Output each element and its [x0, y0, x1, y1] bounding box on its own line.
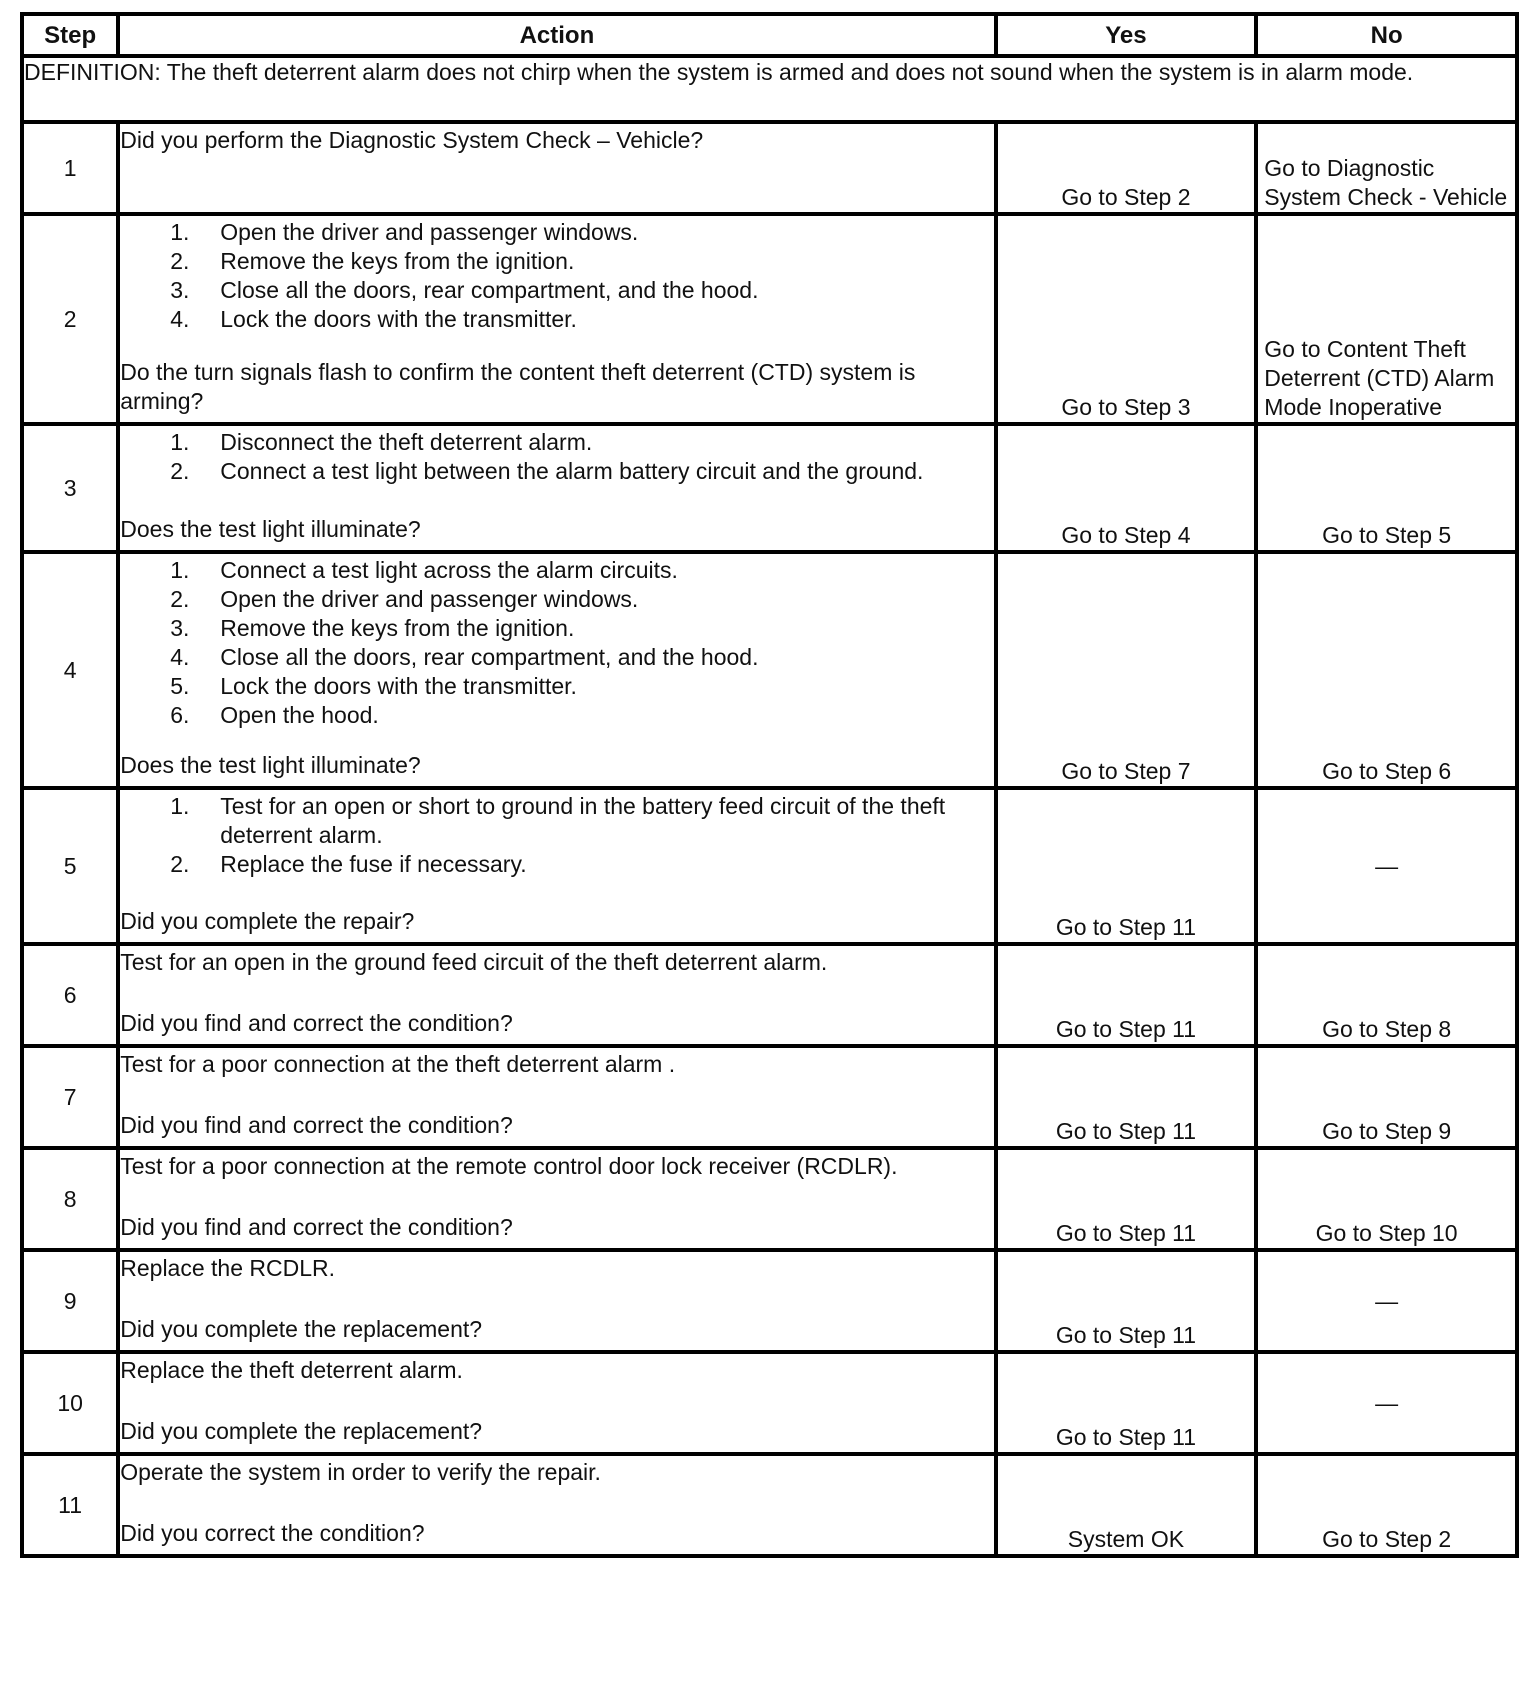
action-instruction: Test for a poor connection at the theft deterrent alarm .	[120, 1051, 676, 1077]
procedure-item-text: Lock the doors with the transmitter.	[220, 673, 577, 699]
procedure-list	[120, 218, 993, 334]
action-instruction: Test for a poor connection at the remote control door lock receiver (RCDLR).	[120, 1153, 898, 1179]
definition-row	[22, 56, 1517, 122]
action-cell	[118, 1148, 995, 1250]
action-cell	[118, 1250, 995, 1352]
procedure-item-text: Open the driver and passenger windows.	[220, 586, 639, 612]
yes-result: Go to Step 11	[996, 788, 1257, 944]
procedure-item-text: Close all the doors, rear compartment, and the hood.	[220, 277, 759, 303]
action-cell	[118, 1046, 995, 1148]
procedure-item-number: 3.	[170, 277, 190, 303]
action-question: Did you find and correct the condition?	[120, 1112, 513, 1138]
procedure-item-text: Replace the fuse if necessary.	[220, 851, 527, 877]
procedure-item-number: 2.	[170, 248, 190, 274]
procedure-item	[170, 614, 993, 643]
action-instruction: Replace the theft deterrent alarm.	[120, 1357, 463, 1383]
table-row	[22, 1148, 1517, 1250]
procedure-item-number: 4.	[170, 644, 190, 670]
procedure-item	[170, 643, 993, 672]
action-question: Do the turn signals flash to confirm the content theft deterrent (CTD) system is arming?	[120, 359, 916, 414]
yes-result: Go to Step 7	[996, 552, 1257, 788]
action-cell	[118, 552, 995, 788]
action-question: Does the test light illuminate?	[120, 516, 421, 542]
step-number: 5	[22, 788, 118, 944]
procedure-item-text: Remove the keys from the ignition.	[220, 615, 575, 641]
procedure-item-number: 5.	[170, 673, 190, 699]
procedure-item	[170, 850, 993, 879]
step-number: 10	[22, 1352, 118, 1454]
yes-result: System OK	[996, 1454, 1257, 1556]
yes-result: Go to Step 2	[996, 122, 1257, 214]
action-cell	[118, 122, 995, 214]
step-number: 8	[22, 1148, 118, 1250]
no-result: —	[1256, 788, 1517, 944]
procedure-item-number: 4.	[170, 306, 190, 332]
table-row	[22, 1454, 1517, 1556]
procedure-item	[170, 701, 993, 730]
procedure-item-text: Connect a test light between the alarm battery circuit and the ground.	[220, 458, 924, 484]
table-row	[22, 1352, 1517, 1454]
procedure-item	[170, 276, 993, 305]
procedure-item-number: 3.	[170, 615, 190, 641]
procedure-item-text: Connect a test light across the alarm circuits.	[220, 557, 678, 583]
action-cell	[118, 214, 995, 424]
procedure-item	[170, 247, 993, 276]
action-question: Did you find and correct the condition?	[120, 1214, 513, 1240]
header-step: Step	[22, 14, 118, 56]
procedure-item-number: 1.	[170, 429, 190, 455]
action-cell	[118, 1454, 995, 1556]
step-number: 2	[22, 214, 118, 424]
action-question: Did you correct the condition?	[120, 1520, 425, 1546]
table-row	[22, 788, 1517, 944]
no-result: Go to Step 6	[1256, 552, 1517, 788]
no-result: Go to Step 2	[1256, 1454, 1517, 1556]
action-question: Did you complete the replacement?	[120, 1316, 483, 1342]
table-row	[22, 424, 1517, 552]
procedure-item-text: Close all the doors, rear compartment, and the hood.	[220, 644, 759, 670]
step-number: 7	[22, 1046, 118, 1148]
table-row	[22, 214, 1517, 424]
procedure-item	[170, 305, 993, 334]
action-question: Did you complete the repair?	[120, 908, 415, 934]
table-row	[22, 552, 1517, 788]
yes-result: Go to Step 4	[996, 424, 1257, 552]
action-instruction: Test for an open in the ground feed circuit of the theft deterrent alarm.	[120, 949, 828, 975]
table-row	[22, 1046, 1517, 1148]
no-result: —	[1256, 1352, 1517, 1454]
diagnostic-sheet	[20, 12, 1519, 1558]
action-cell	[118, 788, 995, 944]
yes-result: Go to Step 11	[996, 1250, 1257, 1352]
procedure-item-text: Open the hood.	[220, 702, 379, 728]
procedure-item-text: Disconnect the theft deterrent alarm.	[220, 429, 593, 455]
procedure-list	[120, 792, 993, 879]
procedure-item-number: 2.	[170, 586, 190, 612]
procedure-item	[170, 792, 993, 850]
action-cell	[118, 424, 995, 552]
action-instruction: Did you perform the Diagnostic System Check – Vehicle?	[120, 127, 704, 153]
yes-result: Go to Step 11	[996, 1352, 1257, 1454]
step-number: 1	[22, 122, 118, 214]
no-result: Go to Diagnostic System Check - Vehicle	[1256, 122, 1517, 214]
no-result: Go to Step 10	[1256, 1148, 1517, 1250]
procedure-item-text: Lock the doors with the transmitter.	[220, 306, 577, 332]
procedure-item-text: Test for an open or short to ground in the battery feed circuit of the theft deterrent alarm.	[220, 793, 946, 848]
action-instruction: Replace the RCDLR.	[120, 1255, 336, 1281]
step-number: 4	[22, 552, 118, 788]
procedure-item	[170, 218, 993, 247]
procedure-item	[170, 428, 993, 457]
yes-result: Go to Step 11	[996, 1148, 1257, 1250]
header-row	[22, 14, 1517, 56]
no-result: Go to Step 5	[1256, 424, 1517, 552]
procedure-item	[170, 457, 993, 486]
procedure-item-number: 2.	[170, 851, 190, 877]
procedure-list	[120, 556, 993, 730]
no-result: —	[1256, 1250, 1517, 1352]
step-number: 6	[22, 944, 118, 1046]
procedure-item-number: 6.	[170, 702, 190, 728]
step-number: 9	[22, 1250, 118, 1352]
procedure-item-number: 1.	[170, 219, 190, 245]
procedure-item-text: Remove the keys from the ignition.	[220, 248, 575, 274]
procedure-item-number: 2.	[170, 458, 190, 484]
procedure-item-number: 1.	[170, 793, 190, 819]
definition-text: DEFINITION: The theft deterrent alarm does not chirp when the system is armed and does not sound when the system is in alarm mode.	[22, 56, 1517, 122]
no-result: Go to Content Theft Deterrent (CTD) Alarm Mode Inoperative	[1256, 214, 1517, 424]
action-cell	[118, 944, 995, 1046]
action-instruction: Operate the system in order to verify the repair.	[120, 1459, 601, 1485]
procedure-item	[170, 556, 993, 585]
header-no: No	[1256, 14, 1517, 56]
header-yes: Yes	[996, 14, 1257, 56]
procedure-item-text: Open the driver and passenger windows.	[220, 219, 639, 245]
yes-result: Go to Step 3	[996, 214, 1257, 424]
table-row	[22, 122, 1517, 214]
procedure-item-number: 1.	[170, 557, 190, 583]
action-question: Did you complete the replacement?	[120, 1418, 483, 1444]
step-number: 11	[22, 1454, 118, 1556]
procedure-item	[170, 672, 993, 701]
table-row	[22, 1250, 1517, 1352]
yes-result: Go to Step 11	[996, 1046, 1257, 1148]
diagnostic-table	[20, 12, 1519, 1558]
procedure-item	[170, 585, 993, 614]
no-result: Go to Step 8	[1256, 944, 1517, 1046]
procedure-list	[120, 428, 993, 486]
step-number: 3	[22, 424, 118, 552]
action-question: Does the test light illuminate?	[120, 752, 421, 778]
table-row	[22, 944, 1517, 1046]
header-action: Action	[118, 14, 995, 56]
yes-result: Go to Step 11	[996, 944, 1257, 1046]
no-result: Go to Step 9	[1256, 1046, 1517, 1148]
action-cell	[118, 1352, 995, 1454]
action-question: Did you find and correct the condition?	[120, 1010, 513, 1036]
